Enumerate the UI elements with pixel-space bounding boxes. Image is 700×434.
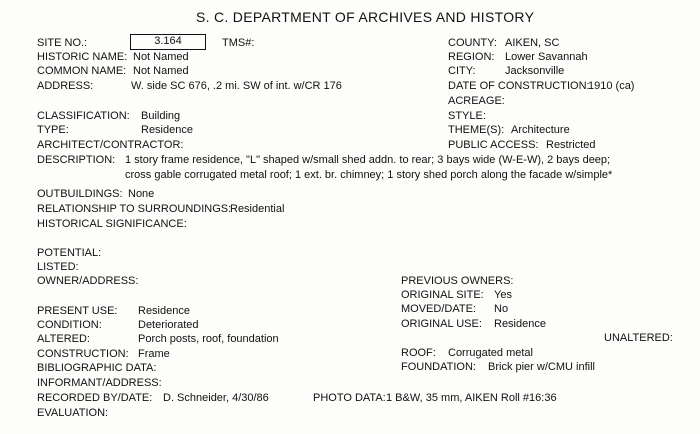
region-label: REGION: xyxy=(448,51,495,63)
public-access-label: PUBLIC ACCESS: xyxy=(448,139,539,151)
historical-significance-label: HISTORICAL SIGNIFICANCE: xyxy=(37,218,187,230)
site-no-value: 3.164 xyxy=(154,35,182,47)
common-name-label: COMMON NAME: xyxy=(37,65,127,77)
common-name-value: Not Named xyxy=(133,65,189,77)
date-of-construction-value: 1910 (ca) xyxy=(588,80,635,92)
recorded-by-value: D. Schneider, 4/30/86 xyxy=(163,392,269,404)
listed-label: LISTED: xyxy=(37,261,79,273)
evaluation-label: EVALUATION: xyxy=(37,407,109,419)
site-no-label: SITE NO.: xyxy=(37,37,88,49)
construction-label: CONSTRUCTION: xyxy=(37,348,129,360)
address-label: ADDRESS: xyxy=(37,80,94,92)
type-label: TYPE: xyxy=(37,124,69,136)
previous-owners-label: PREVIOUS OWNERS: xyxy=(401,275,514,287)
description-label: DESCRIPTION: xyxy=(37,154,116,166)
city-label: CITY: xyxy=(448,65,476,77)
address-value: W. side SC 676, .2 mi. SW of int. w/CR 176 xyxy=(131,80,342,92)
unaltered-label: UNALTERED: xyxy=(604,332,673,344)
present-use-value: Residence xyxy=(138,305,190,317)
bibliographic-label: BIBLIOGRAPHIC DATA: xyxy=(37,362,157,374)
county-value: AIKEN, SC xyxy=(505,37,560,49)
original-site-label: ORIGINAL SITE: xyxy=(401,289,484,301)
historic-name-value: Not Named xyxy=(133,51,189,63)
photo-data-label: PHOTO DATA: xyxy=(313,392,386,404)
photo-data-value: 1 B&W, 35 mm, AIKEN Roll #16:36 xyxy=(386,392,557,404)
relationship-label: RELATIONSHIP TO SURROUNDINGS: xyxy=(37,203,232,215)
recorded-by-label: RECORDED BY/DATE: xyxy=(37,392,153,404)
original-site-value: Yes xyxy=(494,289,512,301)
present-use-label: PRESENT USE: xyxy=(37,305,118,317)
altered-label: ALTERED: xyxy=(37,333,90,345)
outbuildings-value: None xyxy=(128,188,155,200)
document-title: S. C. DEPARTMENT OF ARCHIVES AND HISTORY xyxy=(196,9,535,25)
historic-name-label: HISTORIC NAME: xyxy=(37,51,128,63)
roof-label: ROOF: xyxy=(401,347,436,359)
tms-label: TMS#: xyxy=(222,37,255,49)
style-label: STYLE: xyxy=(448,110,486,122)
county-label: COUNTY: xyxy=(448,37,497,49)
moved-date-value: No xyxy=(494,303,509,315)
architect-label: ARCHITECT/CONTRACTOR: xyxy=(37,139,184,151)
owner-address-label: OWNER/ADDRESS: xyxy=(37,275,139,287)
altered-value: Porch posts, roof, foundation xyxy=(138,333,279,345)
type-value: Residence xyxy=(141,124,193,136)
roof-value: Corrugated metal xyxy=(448,347,533,359)
original-use-label: ORIGINAL USE: xyxy=(401,318,482,330)
classification-value: Building xyxy=(141,110,181,122)
foundation-value: Brick pier w/CMU infill xyxy=(488,361,595,373)
site-no-box xyxy=(130,34,206,50)
moved-date-label: MOVED/DATE: xyxy=(401,303,476,315)
themes-label: THEME(S): xyxy=(448,124,505,136)
relationship-value: Residential xyxy=(230,203,285,215)
construction-value: Frame xyxy=(138,348,170,360)
description-line-2: cross gable corrugated metal roof; 1 ext. br. chimney; 1 story shed porch along the facade w/simple* xyxy=(125,169,613,181)
condition-value: Deteriorated xyxy=(138,319,199,331)
description-line-1: 1 story frame residence, "L" shaped w/small shed addn. to rear; 3 bays wide (W-E-W), 2 bays deep; xyxy=(125,154,611,166)
acreage-label: ACREAGE: xyxy=(448,95,505,107)
informant-label: INFORMANT/ADDRESS: xyxy=(37,377,162,389)
original-use-value: Residence xyxy=(494,318,546,330)
themes-value: Architecture xyxy=(511,124,570,136)
public-access-value: Restricted xyxy=(546,139,596,151)
foundation-label: FOUNDATION: xyxy=(401,361,476,373)
condition-label: CONDITION: xyxy=(37,319,102,331)
potential-label: POTENTIAL: xyxy=(37,247,102,259)
outbuildings-label: OUTBUILDINGS: xyxy=(37,188,123,200)
date-of-construction-label: DATE OF CONSTRUCTION: xyxy=(448,80,590,92)
city-value: Jacksonville xyxy=(505,65,565,77)
region-value: Lower Savannah xyxy=(505,51,588,63)
classification-label: CLASSIFICATION: xyxy=(37,110,130,122)
